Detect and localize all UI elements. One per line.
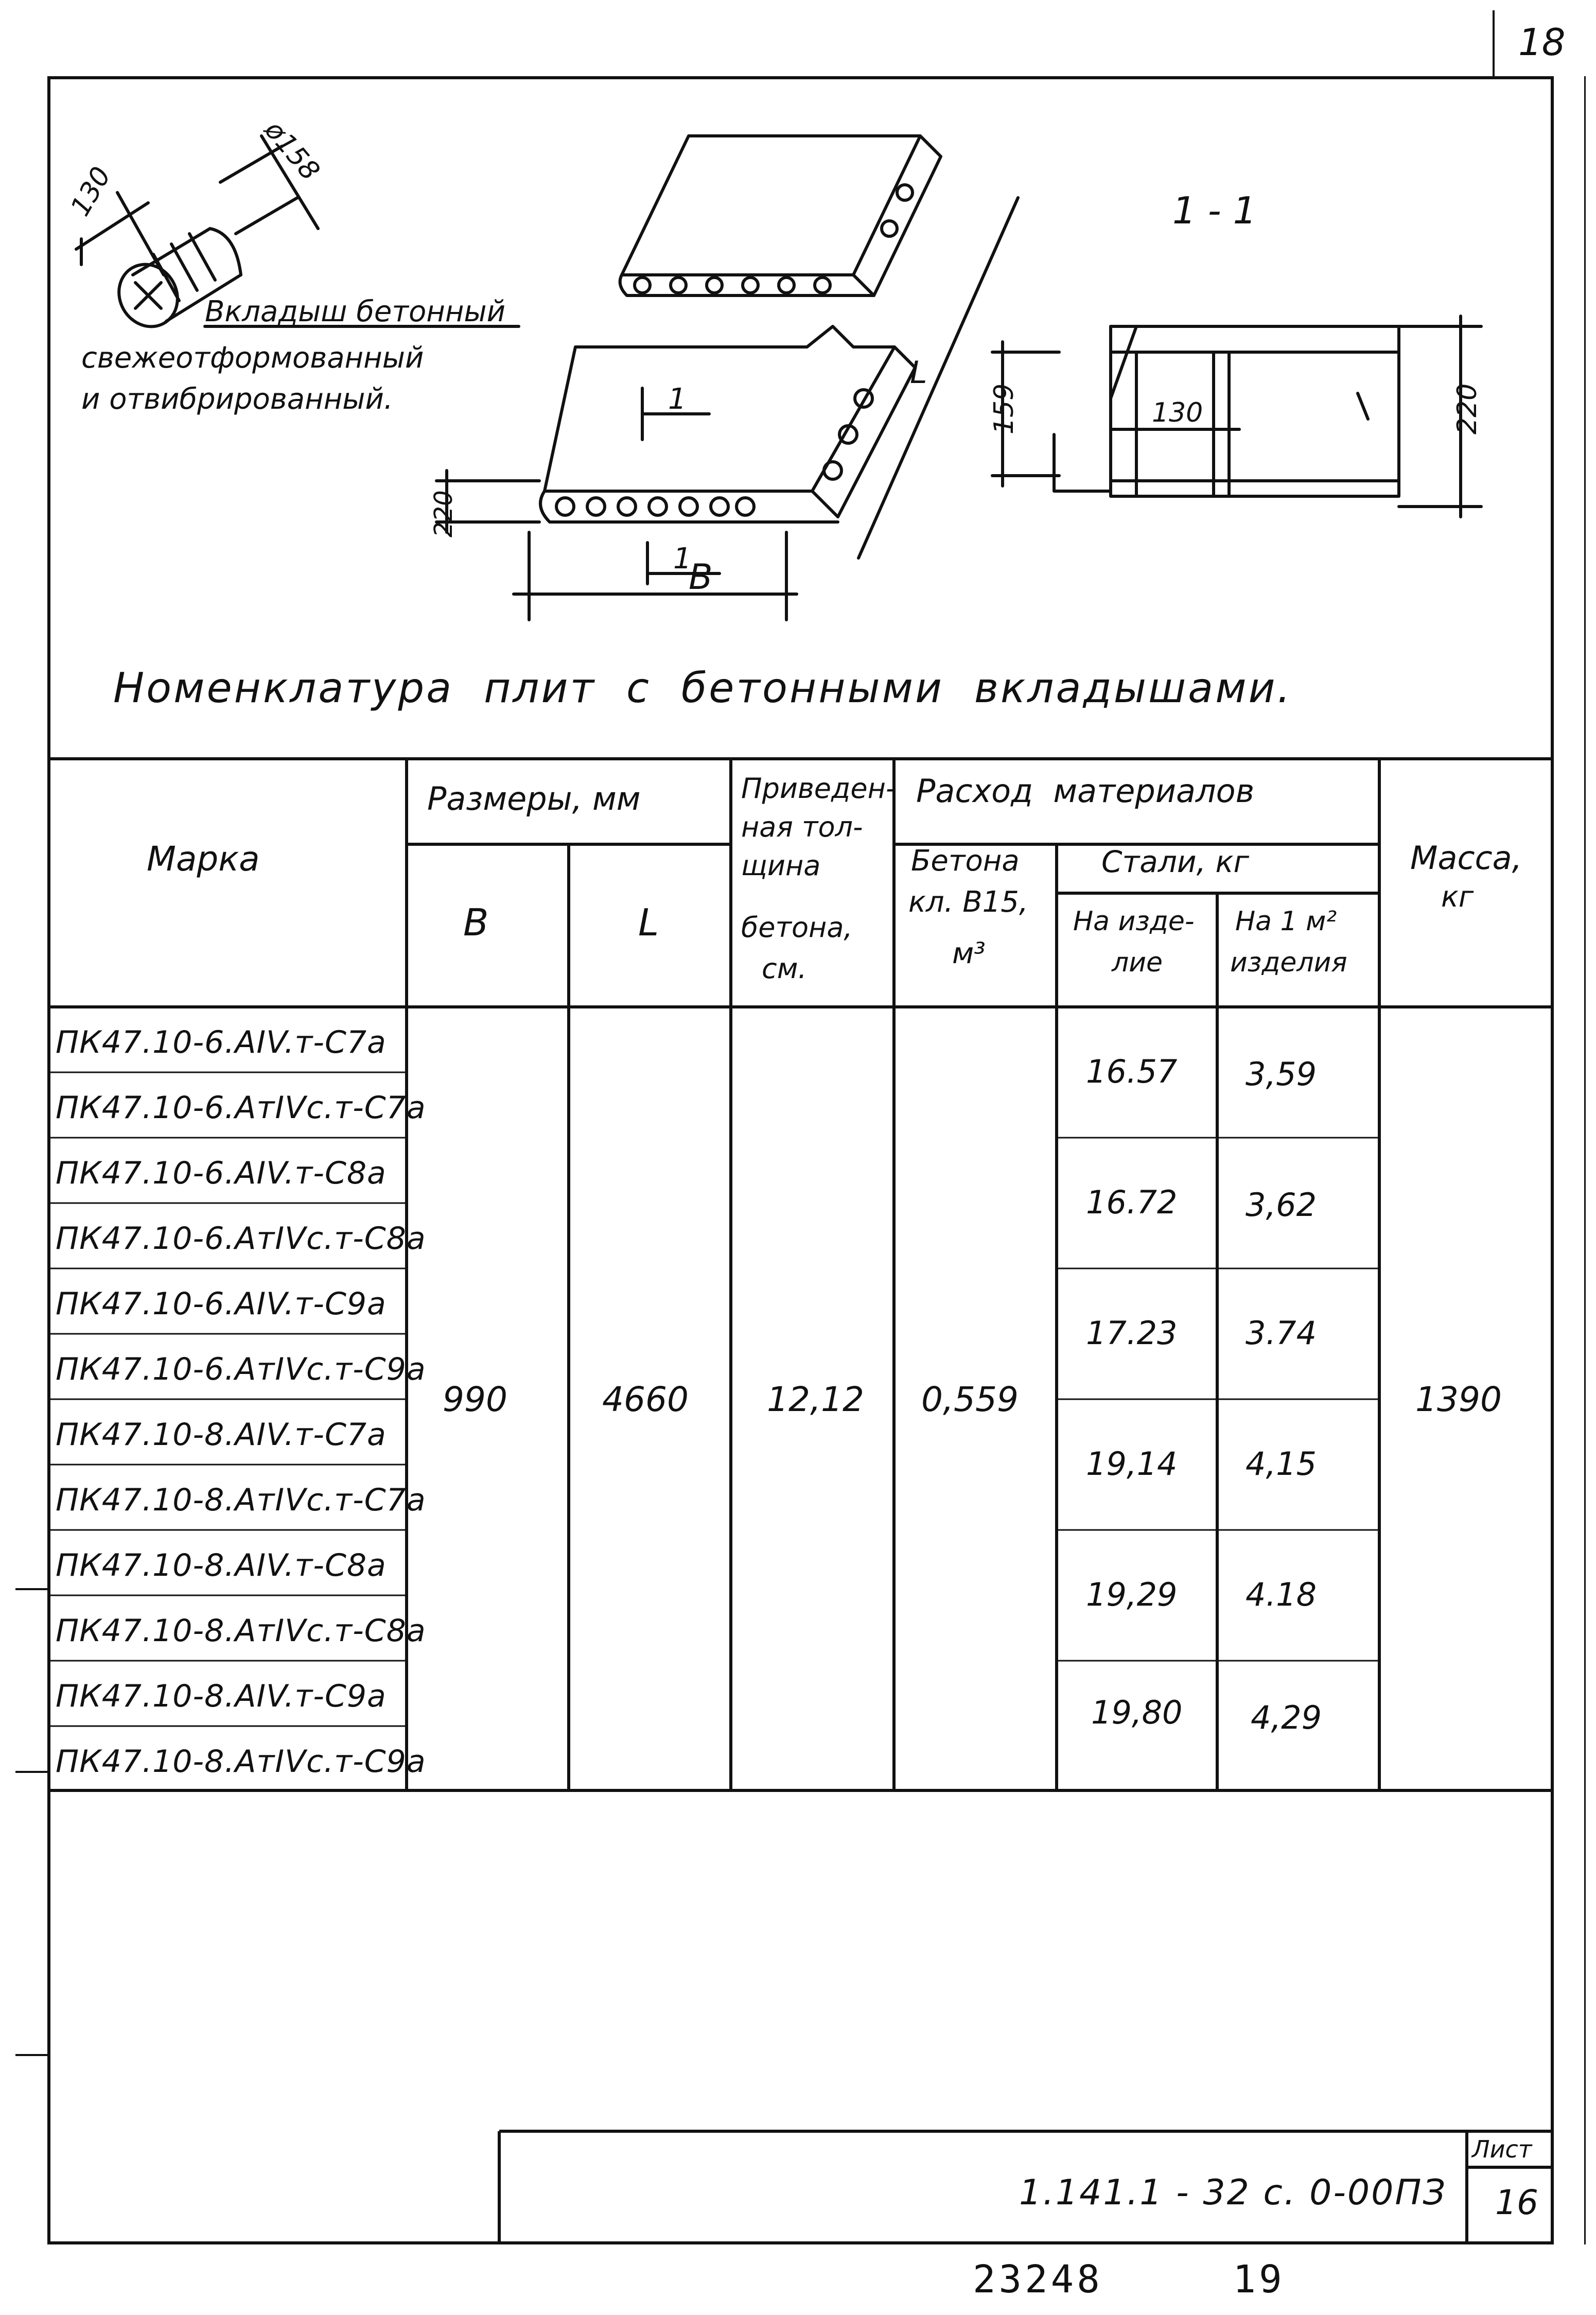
- header-thickness-l4: бетона,: [741, 911, 853, 944]
- dim-220-left: 220: [429, 490, 458, 537]
- doc-code: 1.141.1 - 32 с. 0-00ПЗ: [1019, 2172, 1447, 2213]
- steel-per-item: 16.72: [1086, 1183, 1178, 1221]
- mass-value: 1390: [1415, 1380, 1502, 1419]
- marka-cell: ПК47.10-8.АтIVс.т-С7а: [56, 1482, 426, 1518]
- dim-L: L: [910, 355, 927, 391]
- concrete-value: 0,559: [921, 1380, 1019, 1419]
- insert-label-line2: свежеотформованный: [81, 341, 424, 375]
- steel-per-m2: 3,59: [1246, 1055, 1317, 1093]
- insert-dim-length: 130: [64, 162, 117, 222]
- header-per-m2-l1: На 1 м²: [1235, 906, 1337, 937]
- B-value: 990: [443, 1380, 507, 1419]
- steel-per-m2: 3.74: [1246, 1314, 1317, 1352]
- header-per-item-l1: На изде-: [1073, 906, 1195, 937]
- steel-per-m2: 4,29: [1251, 1699, 1322, 1736]
- insert-label-line3: и отвибрированный.: [81, 382, 393, 416]
- bottom-numbers: 23248 19: [973, 2257, 1285, 2302]
- section-mark-bottom: 1: [673, 542, 692, 576]
- header-mass-l2: кг: [1441, 880, 1474, 914]
- header-concrete-l1: Бетона: [911, 844, 1020, 878]
- marka-cell: ПК47.10-6.АIV.т-С8а: [56, 1155, 387, 1191]
- header-materials: Расход материалов: [916, 772, 1255, 810]
- dim-220-right: 220: [1452, 383, 1483, 434]
- marka-cell: ПК47.10-8.АIV.т-С9а: [56, 1678, 387, 1714]
- list-label: Лист: [1472, 2135, 1532, 2163]
- list-number: 16: [1495, 2183, 1538, 2222]
- marka-cell: ПК47.10-8.АтIVс.т-С8а: [56, 1613, 426, 1649]
- steel-per-m2: 3,62: [1246, 1186, 1317, 1224]
- header-concrete-l3: м³: [952, 937, 986, 970]
- steel-per-m2: 4,15: [1246, 1445, 1317, 1483]
- marka-cell: ПК47.10-8.АтIVс.т-С9а: [56, 1744, 426, 1780]
- dim-130: 130: [1152, 397, 1203, 428]
- header-per-m2-l2: изделия: [1230, 947, 1347, 978]
- header-sizes: Размеры, мм: [427, 780, 641, 817]
- header-per-item-l2: лие: [1112, 947, 1163, 978]
- steel-per-item: 19,14: [1086, 1445, 1178, 1483]
- steel-per-item: 17.23: [1086, 1314, 1178, 1352]
- header-L: L: [638, 901, 659, 944]
- marka-cell: ПК47.10-6.АтIVс.т-С9а: [56, 1351, 426, 1387]
- insert-dim-diameter: ø158: [258, 115, 326, 187]
- header-steel: Стали, кг: [1101, 844, 1249, 879]
- marka-cell: ПК47.10-6.АтIVс.т-С7а: [56, 1090, 426, 1126]
- L-value: 4660: [602, 1380, 689, 1419]
- section-mark-top: 1: [668, 382, 687, 416]
- header-thickness-l5: см.: [762, 952, 807, 985]
- marka-cell: ПК47.10-8.АIV.т-С8а: [56, 1547, 387, 1583]
- marka-cell: ПК47.10-6.АIV.т-С7а: [56, 1024, 387, 1060]
- thickness-value: 12,12: [767, 1380, 864, 1419]
- steel-per-item: 19,80: [1091, 1694, 1183, 1731]
- header-mass-l1: Масса,: [1410, 839, 1522, 877]
- section-title: 1 - 1: [1172, 189, 1257, 232]
- steel-per-item: 19,29: [1086, 1576, 1178, 1613]
- steel-per-item: 16.57: [1086, 1053, 1178, 1090]
- header-thickness-l3: щина: [741, 849, 821, 882]
- corner-page-number: 18: [1518, 21, 1566, 64]
- dim-159: 159: [989, 383, 1020, 434]
- insert-label-line1: Вкладыш бетонный: [205, 295, 506, 328]
- header-B: B: [463, 901, 489, 944]
- dim-B: B: [689, 557, 713, 598]
- steel-per-m2: 4.18: [1246, 1576, 1317, 1613]
- marka-cell: ПК47.10-8.АIV.т-С7а: [56, 1417, 387, 1453]
- header-concrete-l2: кл. B15,: [908, 885, 1028, 919]
- table-title: Номенклатура плит с бетонными вкладышами.: [113, 664, 1292, 712]
- header-marka: Марка: [147, 839, 260, 879]
- marka-cell: ПК47.10-6.АтIVс.т-С8а: [56, 1221, 426, 1257]
- marka-cell: ПК47.10-6.АIV.т-С9а: [56, 1286, 387, 1322]
- header-thickness-l1: Приведен-: [741, 772, 896, 805]
- header-thickness-l2: ная тол-: [741, 811, 863, 843]
